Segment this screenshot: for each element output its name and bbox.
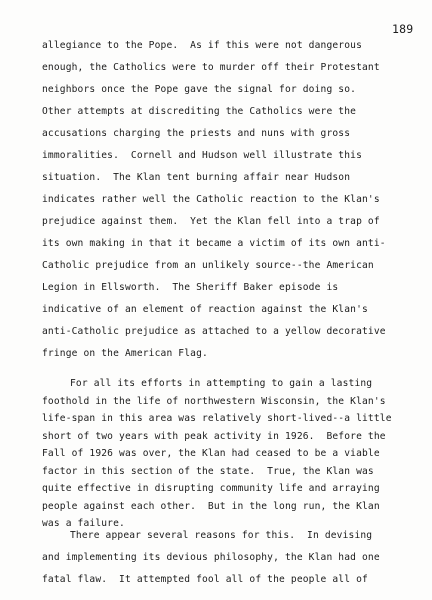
text-line: situation. The Klan tent burning affair near Hudson [42, 172, 351, 183]
text-line: its own making in that it became a victim of its own anti- [42, 238, 386, 249]
text-line: Legion in Ellsworth. The Sheriff Baker episode is [42, 282, 339, 293]
page-number: 189 [392, 22, 414, 36]
text-line: quite effective in disrupting community life and arraying [42, 483, 380, 494]
text-line: indicates rather well the Catholic reaction to the Klan's [42, 194, 380, 205]
text-line: was a failure. [42, 518, 125, 529]
text-line: Fall of 1926 was over, the Klan had ceased to be a viable [42, 448, 380, 459]
paragraph-first-line: There appear several reasons for this. In devising [70, 530, 373, 541]
text-line: neighbors once the Pope gave the signal for doing so. [42, 84, 357, 95]
text-line: factor in this section of the state. True, the Klan was [42, 465, 374, 477]
text-line: fringe on the American Flag. [42, 348, 208, 359]
text-line: people against each other. But in the long run, the Klan [42, 500, 380, 512]
text-line: prejudice against them. Yet the Klan fell into a trap of [42, 216, 380, 227]
text-line: Catholic prejudice from an unlikely source--the American [42, 260, 374, 271]
text-line: indicative of an element of reaction against the Klan's [42, 304, 368, 315]
text-line: and implementing its devious philosophy, the Klan had one [42, 552, 380, 563]
text-line: foothold in the life of northwestern Wisconsin, the Klan's [42, 395, 386, 407]
text-line: short of two years with peak activity in 1926. Before the [42, 430, 386, 442]
text-line: fatal flaw. It attempted fool all of the people all of [42, 574, 368, 585]
text-line: life-span in this area was relatively short-lived--a little [42, 413, 392, 424]
text-line: Other attempts at discrediting the Catholics were the [42, 106, 357, 117]
text-line: enough, the Catholics were to murder off their Protestant [42, 62, 380, 73]
text-line: anti-Catholic prejudice as attached to a yellow decorative [42, 326, 386, 337]
text-line: accusations charging the priests and nuns with gross [42, 128, 351, 139]
text-line: allegiance to the Pope. As if this were not dangerous [42, 40, 362, 51]
text-line: immoralities. Cornell and Hudson well illustrate this [42, 150, 362, 161]
paragraph-first-line: For all its efforts in attempting to gain a lasting [70, 378, 373, 389]
